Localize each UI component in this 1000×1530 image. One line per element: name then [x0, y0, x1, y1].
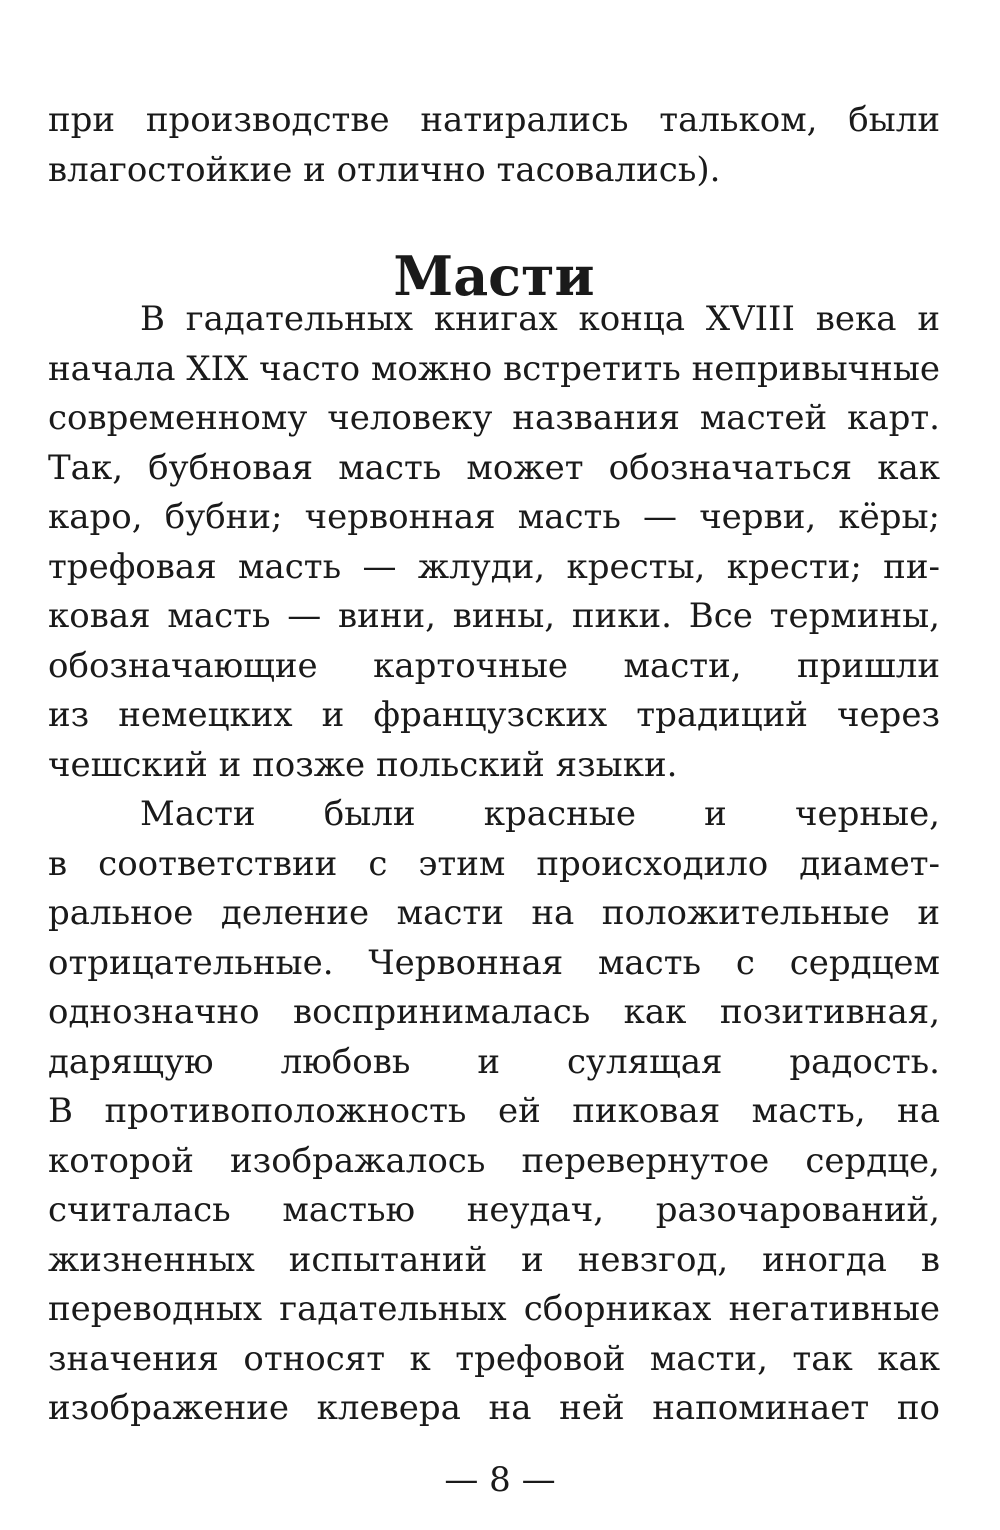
- paragraph-1-line-7: ковая масть — вини, вины, пики. Все термины,: [48, 596, 940, 636]
- paragraph-2-line-5: однозначно воспринималась как позитивная,: [48, 992, 940, 1032]
- paragraph-1-line-6: трефовая масть — жлуди, кресты, крести; пи-: [48, 546, 940, 587]
- paragraph-1-line-5: каро, бубни; червонная масть — черви, кёры;: [48, 497, 940, 537]
- paragraph-1-line-2: начала XIX часто можно встретить непривычные: [48, 348, 940, 389]
- paragraph-2-line-13: изображение клевера на ней напоминает по: [48, 1388, 940, 1428]
- paragraph-2-line-1: Масти были красные и черные,: [140, 794, 940, 834]
- paragraph-2-line-6: дарящую любовь и сулящая радость.: [48, 1041, 940, 1082]
- paragraph-2-line-3: ральное деление масти на положительные и: [48, 893, 940, 933]
- paragraph-2-line-11: переводных гадательных сборниках негативные: [48, 1289, 940, 1329]
- paragraph-2-line-8: которой изображалось перевернутое сердце,: [48, 1140, 940, 1181]
- paragraph-1-line-10: чешский и позже польский языки.: [48, 744, 678, 785]
- paragraph-2-line-2: в соответствии с этим происходило диамет-: [48, 843, 940, 884]
- intro-line-1: при производстве натирались тальком, были: [48, 100, 940, 140]
- page-body: [48, 96, 940, 1516]
- paragraph-1-line-1: В гадательных книгах конца XVIII века и: [140, 299, 940, 339]
- paragraph-2-line-7: В противоположность ей пиковая масть, на: [48, 1091, 940, 1131]
- paragraph-2-line-9: считалась мастью неудач, разочарований,: [48, 1190, 940, 1230]
- intro-line-2: влагостойкие и отлично тасовались).: [48, 149, 721, 190]
- section-title: Масти: [393, 244, 595, 308]
- paragraph-2-line-4: отрицательные. Червонная масть с сердцем: [48, 942, 940, 983]
- paragraph-2-line-10: жизненных испытаний и невзгод, иногда в: [48, 1239, 940, 1280]
- paragraph-1-line-8: обозначающие карточные масти, пришли: [48, 645, 940, 686]
- page-number: — 8 —: [444, 1460, 556, 1500]
- paragraph-1-line-3: современному человеку названия мастей карт.: [48, 398, 940, 438]
- paragraph-2-line-12: значения относят к трефовой масти, так как: [48, 1338, 940, 1379]
- paragraph-1-line-4: Так, бубновая масть может обозначаться как: [48, 447, 940, 488]
- paragraph-1-line-9: из немецких и французских традиций через: [48, 695, 940, 735]
